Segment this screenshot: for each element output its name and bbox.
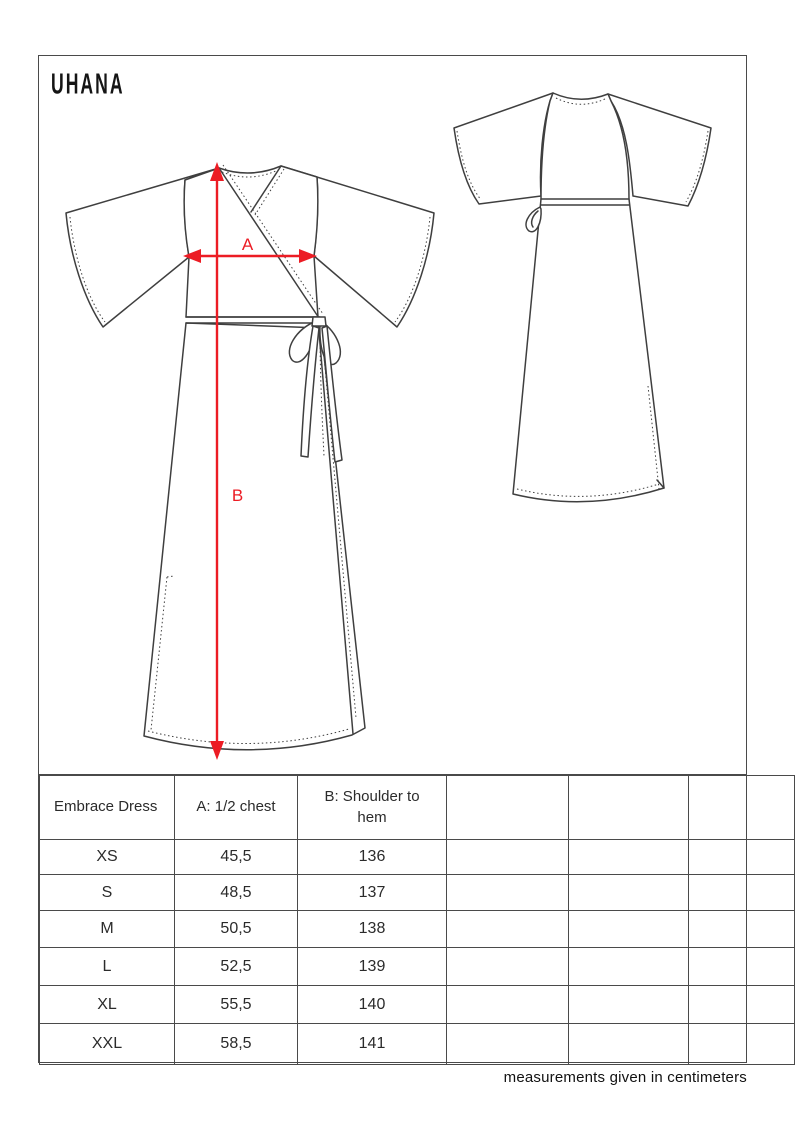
size-cell: XXL [40, 1024, 175, 1065]
column-b-header-cell: B: Shoulder to hem [298, 776, 447, 840]
half-chest-cell: 52,5 [175, 948, 298, 986]
dress-back-view [454, 93, 711, 502]
half-chest-cell: 45,5 [175, 840, 298, 875]
table-row-s [40, 875, 795, 911]
empty-cell [689, 1024, 795, 1065]
table-header-row [40, 776, 795, 840]
empty-cell [569, 840, 689, 875]
empty-cell [447, 875, 569, 911]
shoulder-to-hem-cell: 136 [298, 840, 447, 875]
empty-cell [447, 840, 569, 875]
empty-header-cell [689, 776, 795, 840]
table-row-xxl [40, 1024, 795, 1065]
table-row-m [40, 911, 795, 948]
shoulder-to-hem-cell: 140 [298, 986, 447, 1024]
empty-cell [689, 986, 795, 1024]
empty-cell [689, 911, 795, 948]
table-row-xl [40, 986, 795, 1024]
shoulder-to-hem-cell: 139 [298, 948, 447, 986]
size-cell: XS [40, 840, 175, 875]
back-left-sleeve [454, 93, 553, 204]
dress-technical-drawing [39, 56, 748, 775]
half-chest-cell: 50,5 [175, 911, 298, 948]
empty-cell [689, 875, 795, 911]
size-cell: S [40, 875, 175, 911]
front-waist-seam [186, 317, 321, 323]
empty-cell [447, 986, 569, 1024]
shoulder-to-hem-cell: 141 [298, 1024, 447, 1065]
empty-cell [569, 911, 689, 948]
empty-header-cell [569, 776, 689, 840]
size-cell: L [40, 948, 175, 986]
empty-cell [447, 911, 569, 948]
empty-header-cell [447, 776, 569, 840]
half-chest-cell: 58,5 [175, 1024, 298, 1065]
size-cell: M [40, 911, 175, 948]
brand-logo: UHANA [51, 67, 125, 100]
measure-b-arrowhead-bottom [210, 741, 224, 760]
empty-cell [689, 840, 795, 875]
empty-cell [447, 1024, 569, 1065]
empty-cell [569, 1024, 689, 1065]
empty-cell [689, 948, 795, 986]
table-row-l [40, 948, 795, 986]
shoulder-to-hem-cell: 138 [298, 911, 447, 948]
measure-a-label: A [241, 235, 255, 254]
half-chest-cell: 55,5 [175, 986, 298, 1024]
column-a-header-cell: A: 1/2 chest [175, 776, 298, 840]
table-row-xs [40, 840, 795, 875]
empty-cell [447, 948, 569, 986]
empty-cell [569, 948, 689, 986]
half-chest-cell: 48,5 [175, 875, 298, 911]
size-cell: XL [40, 986, 175, 1024]
size-table [39, 775, 795, 1065]
empty-cell [569, 986, 689, 1024]
size-chart-frame [38, 55, 747, 1063]
shoulder-to-hem-cell: 137 [298, 875, 447, 911]
product-name-cell: Embrace Dress [40, 776, 175, 840]
measure-b-label: B [231, 486, 245, 505]
empty-cell [569, 875, 689, 911]
measurement-unit-note: measurements given in centimeters [503, 1069, 747, 1086]
drawing-area [39, 56, 746, 775]
